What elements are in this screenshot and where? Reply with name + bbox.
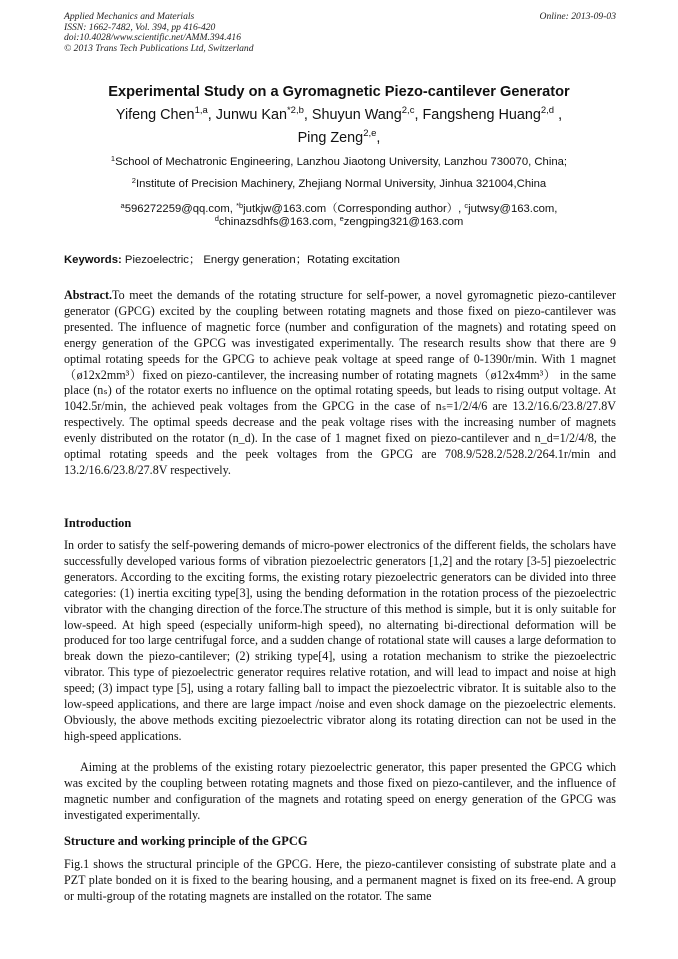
affiliation-1 bbox=[30, 156, 648, 168]
section-heading-introduction: Introduction bbox=[64, 516, 132, 530]
doi: doi:10.4028/www.scientific.net/AMM.394.416 bbox=[64, 32, 242, 44]
copyright: © 2013 Trans Tech Publications Ltd, Switzerland bbox=[64, 42, 254, 54]
affil-mark: 2 bbox=[131, 176, 136, 185]
intro-paragraph-2: Aiming at the problems of the existing rotary piezoelectric generator, this paper presented the GPCG which was excited by the coupling between rotating magnets and those fixed on piezo-cantilever, and the influence of magnetic number and configuration of the magnets and rotating speed on energy generation of the GPCG was investigated experimentally. bbox=[64, 760, 616, 822]
affil-mark: 1 bbox=[110, 154, 116, 163]
email: chinazsdhfs@163.com, bbox=[218, 216, 340, 228]
author-affil-mark: 2,d bbox=[540, 105, 555, 116]
keywords-text: Piezoelectric； Energy generation；Rotating excitation bbox=[121, 254, 400, 266]
abstract-text: To meet the demands of the rotating structure for self-power, a novel gyromagnetic piezo-cantilever generator (GPCG) excited by the coupling between rotating magnets and those fixed on piezo-cantilever was presented. The influence of magnetic force (number and configuration of the magnets) and rotating speed on energy generation of the GPCG was investigated experimentally. The research results show that there are 9 optimal rotating speeds for the GPCG to achieve peak voltage at speed range of 0-1390r/min. With 1 magnet（ø12x2mm³）fixed on piezo-cantilever, the increasing number of rotating magnets（ø12x4mm³） in the same place (nₛ) of the rotator exerts no influence on the optimal rotating speeds, but leads to rising output voltage. At 1042.5r/min, the achieved peak voltages from the GPCG in the case of nₛ=1/2/4/6 are 13.2/16.6/23.8/27.8V respectively. The optimal speeds decrease and the peak voltage rises with the increasing number of magnets evenly distributed on the rotator (n_d). In the case of 1 magnet fixed on piezo-cantilever and n_d=1/2/4/8, the optimal rotating speeds and the peek voltages from the GPCG are 708.9/528.2/528.2/264.1r/min and 13.2/16.6/23.8/27.8V respectively. bbox=[64, 288, 616, 477]
keywords-label: Keywords: bbox=[64, 254, 122, 266]
affil-text: Institute of Precision Machinery, Zhejiang Normal University, Jinhua 321004,China bbox=[135, 178, 547, 190]
email: jutwsy@163.com, bbox=[468, 203, 558, 215]
author-list: Yifeng Chen$^{1,a}$, Junwu Kan$^{*2,b}$, Shuyun Wang$^{2,c}$, Fangsheng Huang$^{2,d}$ , Ping Zeng$^{2,e}$, bbox=[115, 105, 563, 146]
issn: ISSN: 1662-7482, Vol. 394, pp 416-420 bbox=[64, 21, 216, 33]
affil-text: School of Mechatronic Engineering, Lanzhou Jiaotong University, Lanzhou 730070, China; bbox=[115, 156, 568, 168]
email-mark: a bbox=[120, 201, 125, 210]
author-name: Yifeng Chen bbox=[115, 107, 195, 123]
email: jutkjw@163.com（Corresponding author）, bbox=[243, 203, 465, 215]
online-date: Online: 2013-09-03 bbox=[539, 11, 616, 22]
affiliation-2 bbox=[30, 178, 648, 190]
journal-header bbox=[64, 12, 616, 54]
author-name: Junwu Kan bbox=[215, 107, 287, 123]
author-affil-mark: 2,c bbox=[401, 105, 415, 116]
email: 596272259@qq.com, bbox=[124, 203, 237, 215]
author-affil-mark: 1,a bbox=[194, 105, 208, 116]
section-heading-structure: Structure and working principle of the GPCG bbox=[64, 834, 308, 848]
author-name: Shuyun Wang bbox=[311, 107, 402, 123]
author-name: Fangsheng Huang bbox=[422, 107, 541, 123]
structure-paragraph-1: Fig.1 shows the structural principle of the GPCG. Here, the piezo-cantilever consisting of substrate plate and a PZT plate bonded on it is fixed to the bearing housing, and a permanent magnet is fixed on its free-end. A group or multi-group of the rotating magnets are installed on the rotator. The same bbox=[64, 857, 616, 903]
author-affil-mark: *2,b bbox=[286, 105, 304, 116]
email-mark: c bbox=[464, 201, 469, 210]
email-mark: e bbox=[339, 214, 344, 223]
keywords bbox=[64, 251, 616, 267]
email: zengping321@163.com bbox=[343, 216, 464, 228]
abstract bbox=[64, 288, 616, 479]
journal-name: Applied Mechanics and Materials bbox=[64, 11, 195, 22]
email-mark: d bbox=[214, 214, 219, 223]
intro-paragraph-1: In order to satisfy the self-powering demands of micro-power electronics of the different fields, the scholars have successfully developed various forms of vibration piezoelectric generators [1,2] and the rotary [3-5] piezoelectric generators. According to the exciting forms, the existing rotary piezoelectric generators can be divided into three categories: (1) inertia exciting type[3], using the bending deformation in the rotation process of the piezoelectric vibrator with the changing direction of the force.The structure of this method is simple, but it is only suitable for low-speed. At high speed (especially uniform-high speed), no alternating bi-directional deformation will be produced for too large centrifugal force, and a sudden change of rotational state will causes a large deformation to break down the piezo-cantilever; (2) striking type[4], using a rotation mechanism to strike the piezoelectric vibrator. This type of piezoelectric generator requires relative rotation, and will lead to impact and noise at high speed; (3) impact type [5], using a rotary falling ball to impact the piezoelectric vibrator. It is suitable also to the low-speed applications, and there are large impact /noise and even shock damage on the piezoelectric elements. Obviously, the above methods exciting piezoelectric vibrator along its rotating direction can not be used in the high-speed applications. bbox=[64, 538, 616, 743]
abstract-label: Abstract. bbox=[64, 288, 113, 302]
author-name: Ping Zeng bbox=[297, 130, 364, 146]
email-line-2 bbox=[30, 216, 648, 228]
author-affil-mark: 2,e bbox=[363, 128, 377, 139]
email-mark: *b bbox=[236, 201, 244, 210]
paper-title: Experimental Study on a Gyromagnetic Piezo-cantilever Generator bbox=[108, 84, 570, 100]
